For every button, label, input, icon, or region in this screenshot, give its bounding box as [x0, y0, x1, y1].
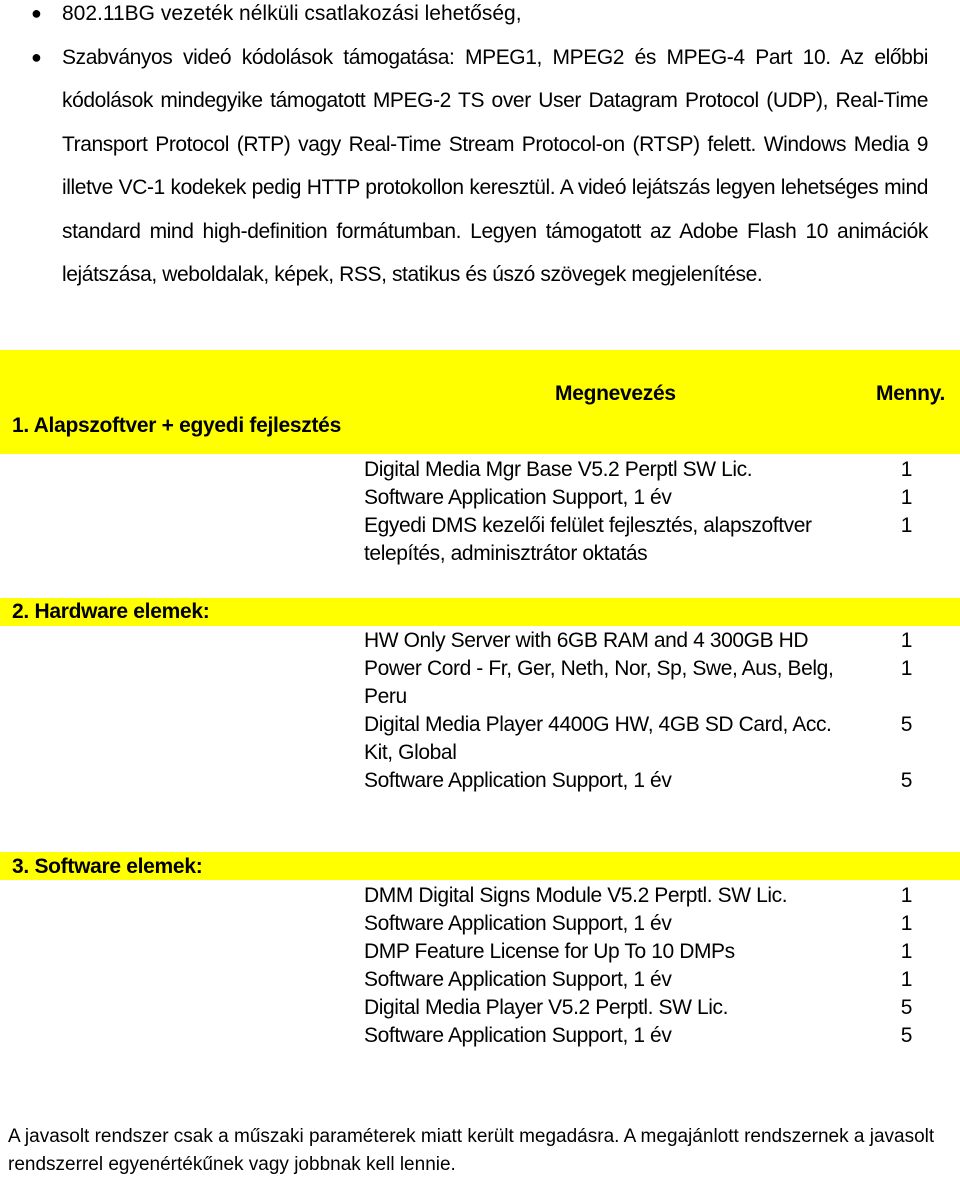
bullet-dot-icon: ●: [31, 3, 42, 23]
list-item: [364, 966, 924, 994]
list-item: [364, 767, 924, 795]
column-header-name: Megnevezés: [555, 382, 676, 405]
list-item: [364, 994, 924, 1022]
item-name: Software Application Support, 1 év: [364, 486, 672, 509]
item-list-base-software: [364, 456, 924, 568]
item-qty: 1: [900, 458, 912, 481]
item-list-hardware: [364, 627, 924, 795]
item-qty: 1: [900, 968, 912, 991]
item-qty: 5: [900, 1024, 912, 1047]
item-qty: 1: [900, 657, 912, 680]
item-name: Software Application Support, 1 év: [364, 1024, 672, 1047]
item-qty: 1: [900, 940, 912, 963]
list-item: [364, 938, 924, 966]
section-header-band: [0, 350, 960, 454]
item-name: Software Application Support, 1 év: [364, 912, 672, 935]
item-name: HW Only Server with 6GB RAM and 4 300GB HD: [364, 629, 809, 652]
item-name: Software Application Support, 1 év: [364, 968, 672, 991]
item-name: Digital Media Mgr Base V5.2 Perptl SW Lic.: [364, 458, 753, 481]
bullet-text: 802.11BG vezeték nélküli csatlakozási lehetőség,: [62, 2, 522, 25]
item-qty: 5: [900, 996, 912, 1019]
bullet-item: [0, 0, 928, 36]
list-item: [364, 910, 924, 938]
item-name: Egyedi DMS kezelői felület fejlesztés, alapszoftver telepítés, adminisztrátor oktatás: [364, 514, 812, 565]
list-item: [364, 627, 924, 655]
list-item: [364, 456, 924, 484]
bullet-item: [0, 36, 928, 297]
item-list-software: [364, 882, 924, 1050]
section-title-hardware: 2. Hardware elemek:: [12, 600, 210, 623]
item-qty: 1: [900, 629, 912, 652]
item-qty: 5: [900, 713, 912, 736]
section-title-software: 3. Software elemek:: [12, 855, 203, 878]
list-item: [364, 1022, 924, 1050]
item-qty: 1: [900, 486, 912, 509]
item-name: DMM Digital Signs Module V5.2 Perptl. SW Lic.: [364, 884, 788, 907]
item-qty: 5: [900, 769, 912, 792]
item-name: Software Application Support, 1 év: [364, 769, 672, 792]
bullet-dot-icon: ●: [31, 46, 42, 67]
item-qty: 1: [900, 514, 912, 537]
item-name: DMP Feature License for Up To 10 DMPs: [364, 940, 735, 963]
list-item: [364, 655, 924, 711]
item-name: Digital Media Player V5.2 Perptl. SW Lic.: [364, 996, 729, 1019]
list-item: [364, 711, 924, 767]
item-qty: 1: [900, 912, 912, 935]
column-header-qty: Menny.: [876, 382, 945, 405]
list-item: [364, 512, 924, 568]
section-title-base-software: 1. Alapszoftver + egyedi fejlesztés: [12, 414, 341, 437]
list-item: [364, 484, 924, 512]
bullet-text: Szabványos videó kódolások támogatása: MPEG1, MPEG2 és MPEG-4 Part 10. Az előbbi kódolások mindegyike támogatott MPEG-2 TS over User Datagram Protocol (UDP), Real-Time Transport Protocol (RTP) vagy Real-Time Stream Protocol-on (RTSP) felett. Windows Media 9 illetve VC-1 kodekek pedig HTTP protokollon keresztül. A videó lejátszás legyen lehetséges mind standard mind high-definition formátumban. Legyen támogatott az Adobe Flash 10 animációk lejátszása, weboldalak, képek, RSS, statikus és úszó szövegek megjelenítése.: [62, 45, 928, 286]
item-qty: 1: [900, 884, 912, 907]
item-name: Digital Media Player 4400G HW, 4GB SD Card, Acc. Kit, Global: [364, 713, 832, 764]
list-item: [364, 882, 924, 910]
footer-note: A javasolt rendszer csak a műszaki paraméterek miatt került megadásra. A megajánlott rendszernek a javasolt rendszerrel egyenértékűnek vagy jobbnak kell lennie.: [8, 1126, 935, 1175]
item-name: Power Cord - Fr, Ger, Neth, Nor, Sp, Swe, Aus, Belg, Peru: [364, 657, 834, 708]
bullet-list: [0, 0, 960, 305]
